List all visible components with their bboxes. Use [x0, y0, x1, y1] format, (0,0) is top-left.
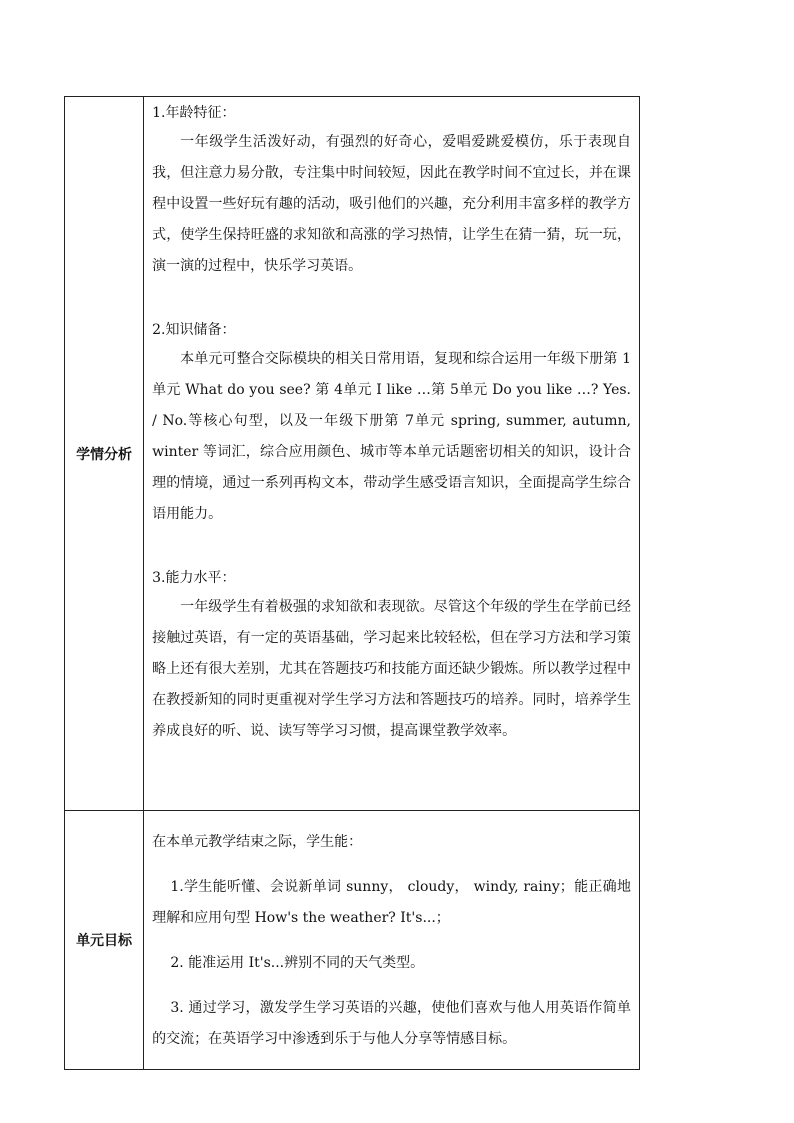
- row-label-unit-goals: 单元目标: [65, 811, 144, 1070]
- table-row-learner-analysis: [65, 97, 640, 811]
- section-heading-knowledge: 2.知识储备：: [152, 322, 236, 338]
- unit-goals-cell: [144, 811, 640, 1070]
- section-body-knowledge: 本单元可整合交际模块的相关日常用语，复现和综合运用一年级下册第 1单元 What do you see? 第 4单元 I like …第 5单元 Do you like …? Yes. / No.等核心句型，以及一年级下册第 7单元 spring, summer, autumn, winter 等词汇，综合应用颜色、城市等本单元话题密切相关的知识，设计合理的情境，通过一系列再构文本，带动学生感受语言知识，全面提高学生综合语用能力。: [152, 351, 631, 522]
- table-row-unit-goals: [65, 811, 640, 1070]
- section-heading-age: 1.年龄特征：: [152, 105, 236, 121]
- row-label-learner-analysis: 学情分析: [65, 97, 144, 811]
- unit-goal-item-3: 3. 通过学习，激发学生学习英语的兴趣，使他们喜欢与他人用英语作简单的交流；在英语学习中渗透到乐于与他人分享等情感目标。: [152, 1000, 631, 1047]
- section-heading-ability: 3.能力水平：: [152, 570, 236, 586]
- unit-goals-intro: 在本单元教学结束之际，学生能：: [152, 834, 363, 850]
- section-body-age: 一年级学生活泼好动，有强烈的好奇心，爱唱爱跳爱模仿，乐于表现自我，但注意力易分散，专注集中时间较短，因此在教学时间不宜过长，并在课程中设置一些好玩有趣的活动，吸引他们的兴趣，充分利用丰富多样的教学方式，使学生保持旺盛的求知欲和高涨的学习热情，让学生在猜一猜，玩一玩，演一演的过程中，快乐学习英语。: [152, 134, 631, 274]
- unit-goal-item-1: 1.学生能听懂、会说新单词 sunny， cloudy， windy, rainy；能正确地理解和应用句型 How's the weather? It's...；: [152, 879, 631, 926]
- learner-analysis-cell: [144, 97, 640, 811]
- lesson-plan-table: [64, 96, 640, 1070]
- unit-goal-item-2: 2. 能准运用 It's...辨别不同的天气类型。: [170, 955, 425, 971]
- section-body-ability: 一年级学生有着极强的求知欲和表现欲。尽管这个年级的学生在学前已经接触过英语，有一定的英语基础，学习起来比较轻松，但在学习方法和学习策略上还有很大差别，尤其在答题技巧和技能方面还缺少锻炼。所以教学过程中在教授新知的同时更重视对学生学习方法和答题技巧的培养。同时，培养学生养成良好的听、说、读写等学习习惯，提高课堂教学效率。: [152, 599, 631, 739]
